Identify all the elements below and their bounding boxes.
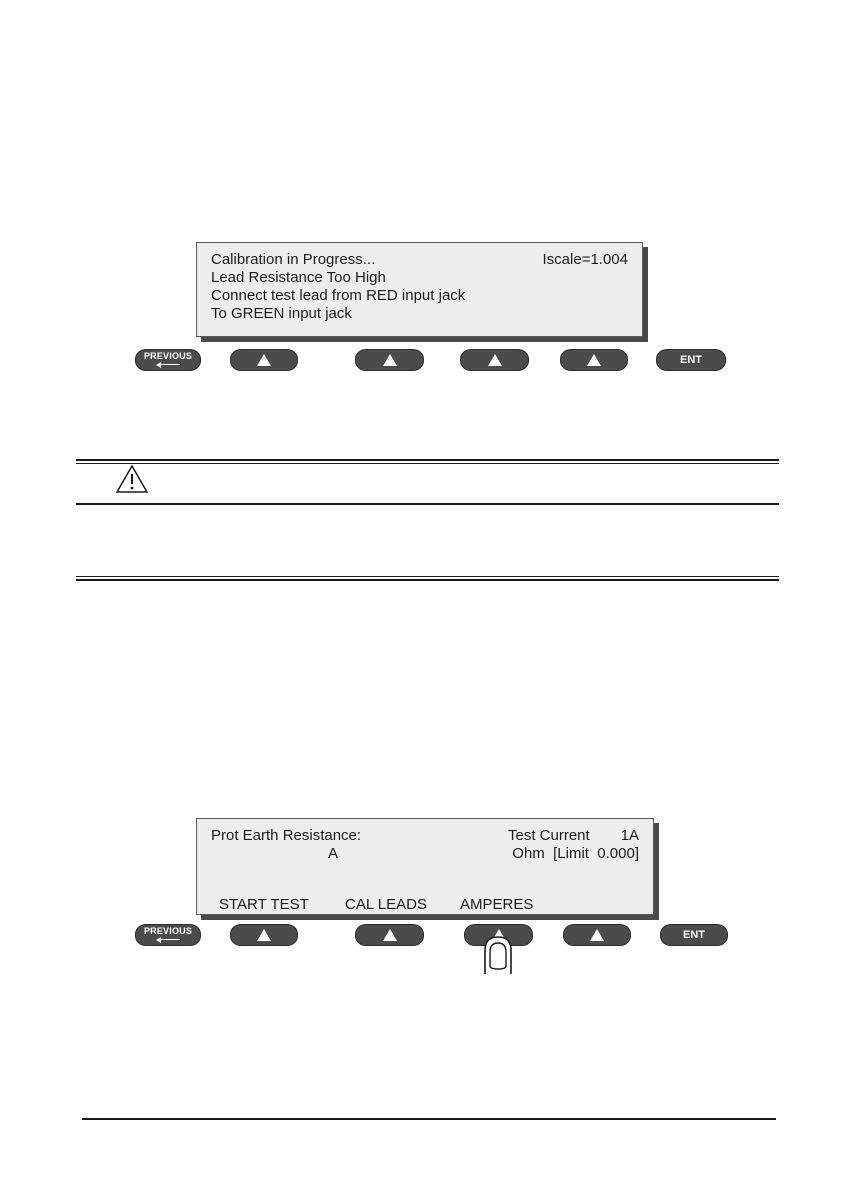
prot-earth-display (196, 818, 654, 915)
softkey-3-button[interactable] (460, 349, 529, 371)
softkey-4-button[interactable] (560, 349, 628, 371)
cal-leads-button[interactable] (355, 924, 424, 946)
triangle-up-icon (590, 929, 604, 941)
warning-bottom-rule (76, 579, 779, 581)
softkey-1-button[interactable] (230, 349, 298, 371)
start-test-button[interactable] (230, 924, 298, 946)
triangle-up-icon (257, 354, 271, 366)
amperes-unit: A (328, 845, 339, 862)
softkey-4-button[interactable] (563, 924, 631, 946)
softkey-label-start-test: START TEST (219, 896, 309, 913)
previous-button[interactable] (135, 349, 201, 371)
finger-press-icon (478, 936, 518, 974)
iscale-readout: Iscale=1.004 (542, 251, 628, 268)
triangle-up-icon (488, 354, 502, 366)
triangle-up-icon (383, 354, 397, 366)
connect-lead-instruction: Connect test lead from RED input jack (211, 287, 466, 304)
softkey-label-amperes: AMPERES (460, 896, 534, 913)
arrow-left-icon (156, 937, 180, 943)
triangle-up-icon (257, 929, 271, 941)
warning-top-rule-thin (76, 463, 779, 464)
warning-bottom-rule-thin (76, 576, 779, 577)
warning-triangle-icon (115, 464, 149, 494)
green-jack-instruction: To GREEN input jack (211, 305, 352, 322)
arrow-left-icon (156, 362, 180, 368)
previous-button[interactable] (135, 924, 201, 946)
prot-earth-title: Prot Earth Resistance: (211, 827, 362, 844)
softkey-label-cal-leads: CAL LEADS (345, 896, 427, 913)
lead-resistance-message: Lead Resistance Too High (211, 269, 386, 286)
warning-top-rule (76, 459, 779, 461)
softkey-2-button[interactable] (355, 349, 424, 371)
calibration-display (196, 242, 643, 337)
test-current-value: 1A (620, 827, 639, 844)
calibration-status-text: Calibration in Progress... (211, 251, 376, 268)
ent-button[interactable]: ENT (660, 924, 728, 946)
previous-button-label: PREVIOUS (143, 926, 193, 936)
warning-middle-rule (76, 503, 779, 505)
triangle-up-icon (383, 929, 397, 941)
test-current-label: Test Current (508, 827, 590, 844)
triangle-up-icon (587, 354, 601, 366)
footer-rule (82, 1118, 776, 1120)
previous-button-label: PREVIOUS (143, 351, 193, 361)
ent-button[interactable]: ENT (656, 349, 726, 371)
ohm-limit-readout: Ohm [Limit 0.000] (512, 845, 639, 862)
